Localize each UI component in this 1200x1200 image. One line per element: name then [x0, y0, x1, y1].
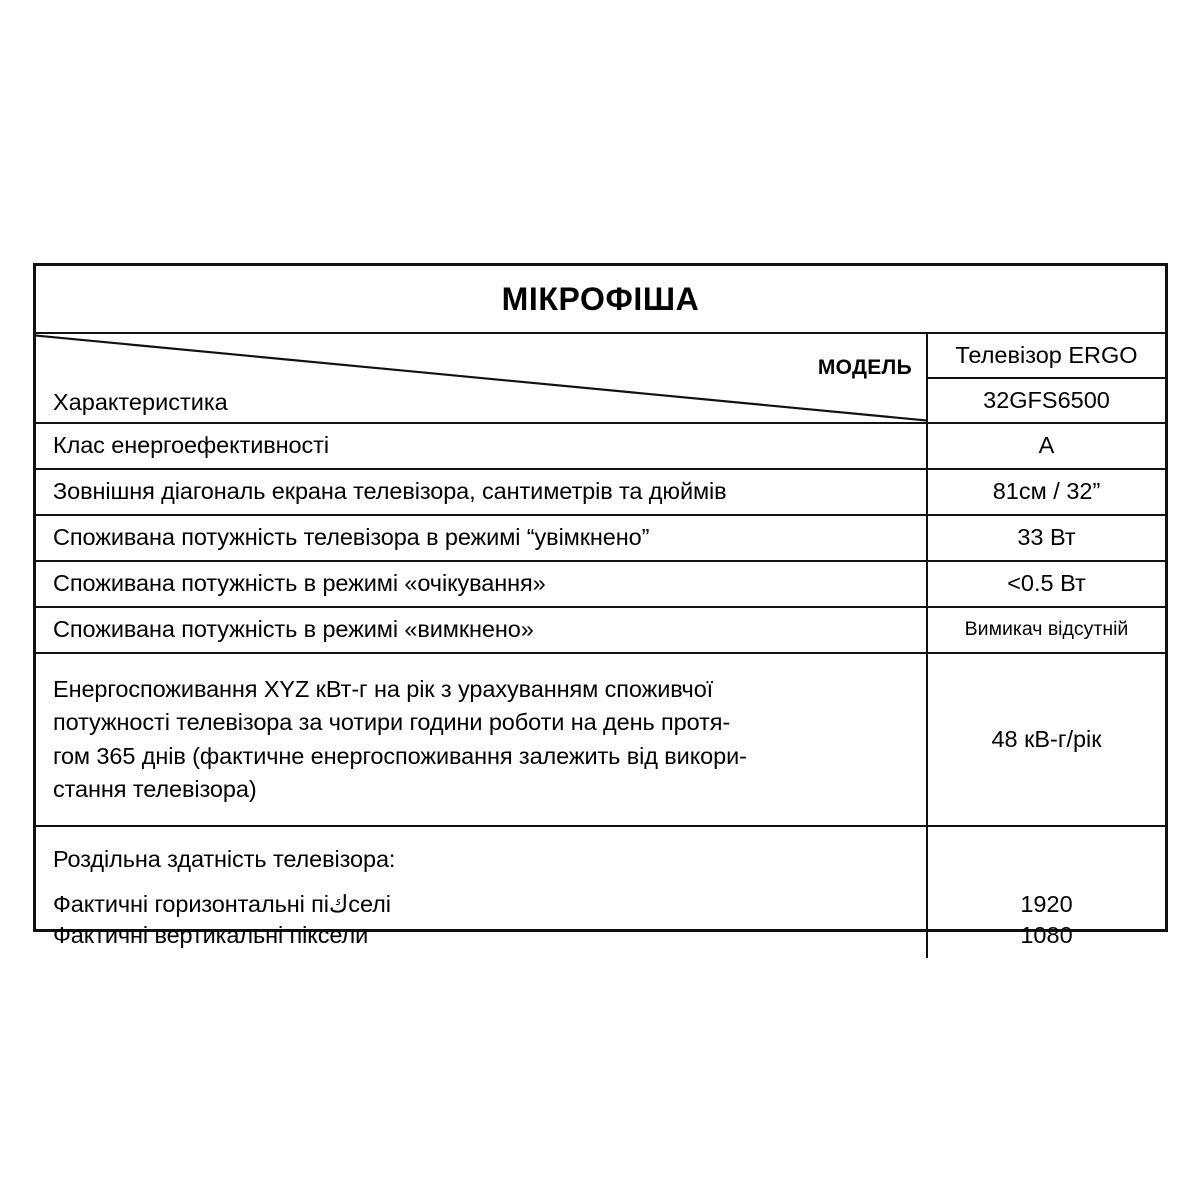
- resolution-vertical-label: Фактичні вертикальні піксели: [53, 922, 369, 949]
- energy-line-2: потужності телевізора за чотири години роботи на день протя-: [53, 709, 731, 736]
- resolution-heading: Роздільна здатність телевізора:: [53, 846, 396, 872]
- table-row-resolution: [36, 827, 1165, 958]
- row-value: 33 Вт: [1017, 524, 1076, 551]
- resolution-horizontal-label: Фактичні горизонтальні піكселі: [53, 891, 391, 918]
- row-label: Зовнішня діагональ екрана телевізора, сантиметрів та дюймів: [36, 470, 928, 514]
- table-row: [36, 608, 1165, 654]
- row-label: [36, 827, 928, 958]
- page-title: МІКРОФІША: [501, 280, 700, 317]
- row-label: Клас енергоефективності: [36, 424, 928, 468]
- model-value-cell: [928, 334, 1165, 422]
- model-name-value: Телевізор ERGO: [928, 334, 1165, 379]
- table-row-energy: [36, 654, 1165, 827]
- row-label: Споживана потужність телевізора в режимі “увімкнено”: [36, 516, 928, 560]
- model-label: МОДЕЛЬ: [817, 356, 912, 379]
- row-label: Споживана потужність в режимі «очікування»: [36, 562, 928, 606]
- microfiche-table: [33, 263, 1168, 949]
- characteristic-label: Характеристика: [53, 389, 228, 415]
- energy-line-4: стання телевізора): [53, 775, 257, 802]
- resolution-horizontal-value: 1920: [1020, 891, 1073, 917]
- table-title-row: [36, 266, 1165, 334]
- row-value: [928, 827, 1165, 958]
- model-header-row: [36, 334, 1165, 424]
- energy-line-3: гом 365 днів (фактичне енергоспоживання залежить від викори-: [53, 742, 747, 769]
- table-row: [36, 424, 1165, 470]
- energy-line-1: Енергоспоживання XYZ кВт-г на рік з урахуванням споживчої: [53, 675, 714, 702]
- resolution-vertical-value: 1080: [1020, 922, 1073, 949]
- row-label: Споживана потужність в режимі «вимкнено»: [36, 608, 928, 652]
- row-value: 81см / 32”: [992, 478, 1101, 505]
- row-value: 48 кВ-г/рік: [991, 725, 1102, 752]
- row-value: <0.5 Вт: [1007, 570, 1086, 597]
- row-label: [36, 654, 928, 825]
- table-row: [36, 470, 1165, 516]
- row-value: Вимикач відсутній: [964, 618, 1129, 641]
- table-row: [36, 516, 1165, 562]
- characteristic-header-cell: [36, 334, 928, 422]
- table-row: [36, 562, 1165, 608]
- model-code-value: 32GFS6500: [983, 387, 1110, 413]
- row-value: А: [1038, 432, 1055, 459]
